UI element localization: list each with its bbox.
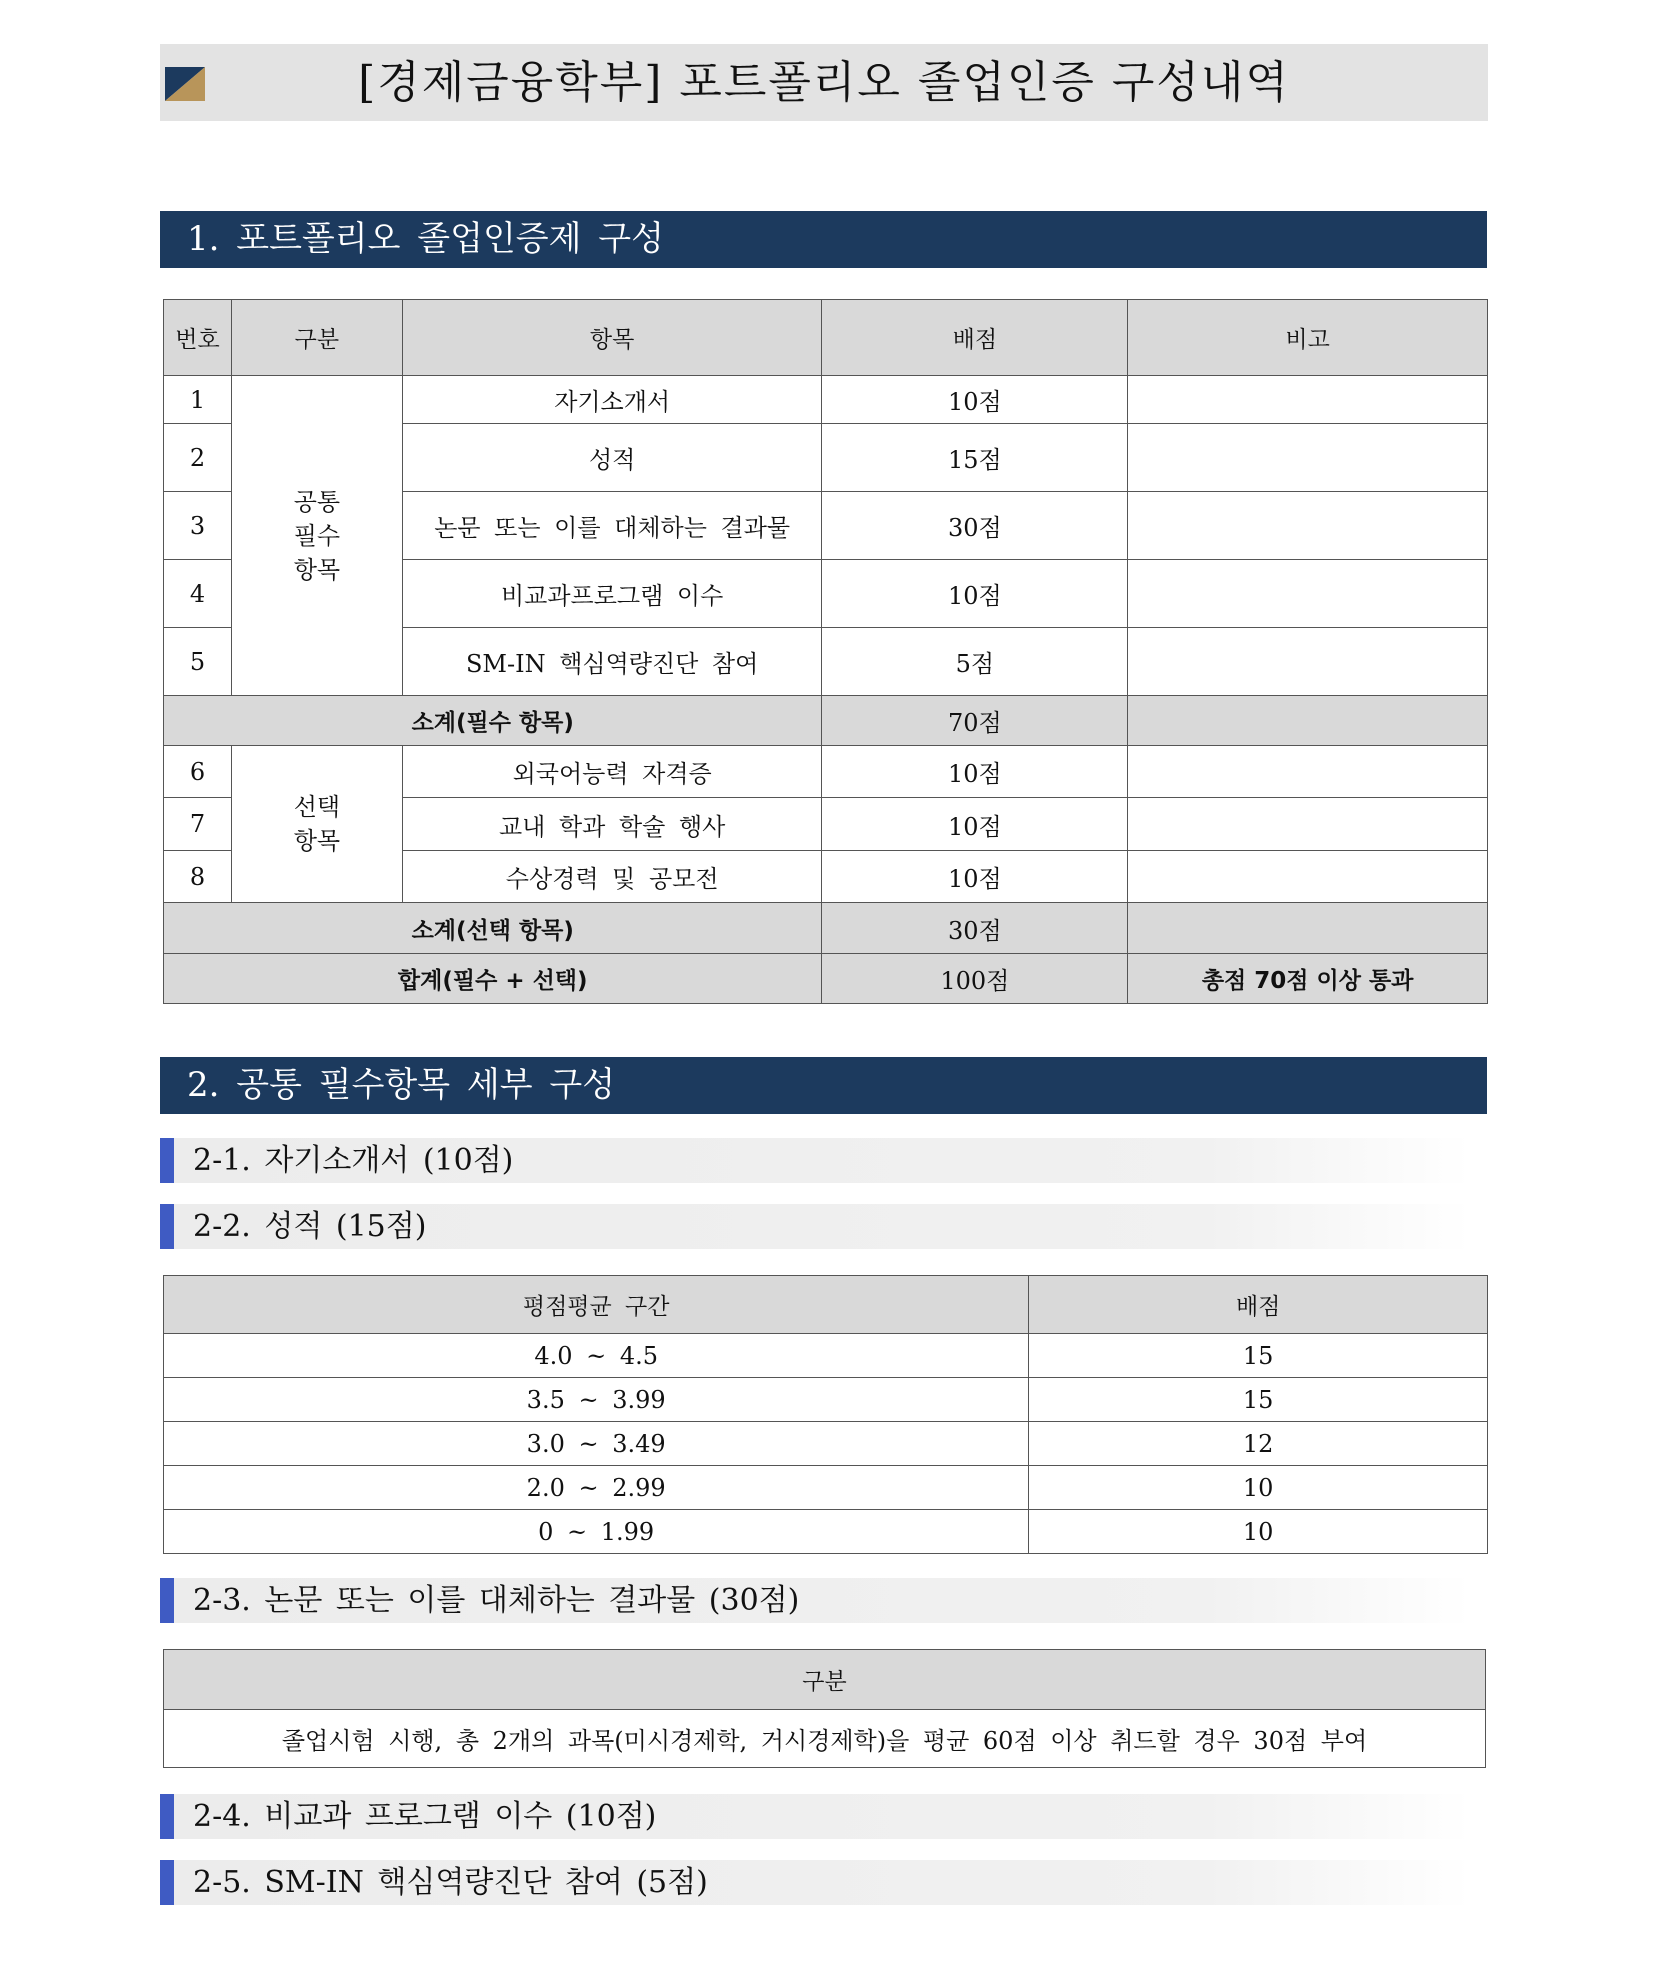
subsection-title: 2-4. 비교과 프로그램 이수 (10점) bbox=[193, 1799, 657, 1834]
gpa-range: 2.0 ~ 2.99 bbox=[164, 1466, 1029, 1510]
subtotal-required-note bbox=[1128, 696, 1488, 746]
gpa-range: 3.5 ~ 3.99 bbox=[164, 1378, 1029, 1422]
gpa-score: 15 bbox=[1029, 1378, 1488, 1422]
gpa-score: 10 bbox=[1029, 1510, 1488, 1554]
subsection-header bbox=[160, 1794, 1470, 1839]
subsection-header bbox=[160, 1860, 1470, 1905]
row-no: 3 bbox=[164, 492, 232, 560]
table-row bbox=[164, 1710, 1486, 1768]
total-score: 100점 bbox=[822, 954, 1128, 1004]
gpa-header-range: 평점평균 구간 bbox=[164, 1276, 1029, 1334]
row-no: 5 bbox=[164, 628, 232, 696]
total-note: 총점 70점 이상 통과 bbox=[1128, 954, 1488, 1004]
group-required-label bbox=[231, 376, 402, 696]
row-score: 30점 bbox=[822, 492, 1128, 560]
gpa-header-score: 배점 bbox=[1029, 1276, 1488, 1334]
subsection-title: 2-2. 성적 (15점) bbox=[193, 1209, 427, 1244]
subsection-header bbox=[160, 1578, 1470, 1623]
group-optional-line: 선택 bbox=[293, 793, 341, 821]
subsection-marker bbox=[160, 1860, 174, 1905]
section2-header: 2. 공통 필수항목 세부 구성 bbox=[160, 1057, 1487, 1114]
gpa-table bbox=[163, 1275, 1488, 1554]
table-row bbox=[164, 1334, 1488, 1378]
gpa-score: 12 bbox=[1029, 1422, 1488, 1466]
gpa-range: 3.0 ~ 3.49 bbox=[164, 1422, 1029, 1466]
row-item: 논문 또는 이를 대체하는 결과물 bbox=[402, 492, 822, 560]
header-score: 배점 bbox=[822, 300, 1128, 376]
row-score: 10점 bbox=[822, 798, 1128, 851]
row-score: 10점 bbox=[822, 851, 1128, 903]
thesis-header: 구분 bbox=[164, 1650, 1486, 1710]
row-item: 수상경력 및 공모전 bbox=[402, 851, 822, 903]
subtotal-required-row bbox=[164, 696, 1488, 746]
row-no: 2 bbox=[164, 424, 232, 492]
gpa-score: 15 bbox=[1029, 1334, 1488, 1378]
document-title: [경제금융학부] 포트폴리오 졸업인증 구성내역 bbox=[358, 57, 1290, 108]
row-item: 비교과프로그램 이수 bbox=[402, 560, 822, 628]
subsection-marker bbox=[160, 1794, 174, 1839]
section1-header: 1. 포트폴리오 졸업인증제 구성 bbox=[160, 211, 1487, 268]
table-row bbox=[164, 1510, 1488, 1554]
gpa-range: 0 ~ 1.99 bbox=[164, 1510, 1029, 1554]
thesis-header-row bbox=[164, 1650, 1486, 1710]
group-required-line: 공통 bbox=[293, 487, 341, 516]
subsection-header bbox=[160, 1204, 1470, 1249]
subtotal-required-label: 소계(필수 항목) bbox=[164, 696, 822, 746]
composition-header-row bbox=[164, 300, 1488, 376]
row-no: 1 bbox=[164, 376, 232, 424]
gpa-header-row bbox=[164, 1276, 1488, 1334]
group-optional-line: 항목 bbox=[293, 827, 341, 855]
gpa-range: 4.0 ~ 4.5 bbox=[164, 1334, 1029, 1378]
header-note: 비고 bbox=[1128, 300, 1488, 376]
row-item: 교내 학과 학술 행사 bbox=[402, 798, 822, 851]
header-category: 구분 bbox=[231, 300, 402, 376]
subtotal-optional-score: 30점 bbox=[822, 903, 1128, 954]
row-score: 15점 bbox=[822, 424, 1128, 492]
subsection-marker bbox=[160, 1578, 174, 1623]
row-score: 10점 bbox=[822, 746, 1128, 798]
row-note bbox=[1128, 798, 1488, 851]
subsection-title: 2-1. 자기소개서 (10점) bbox=[193, 1143, 514, 1178]
table-row bbox=[164, 1378, 1488, 1422]
thesis-table bbox=[163, 1649, 1486, 1768]
row-item: SM-IN 핵심역량진단 참여 bbox=[402, 628, 822, 696]
subtotal-optional-row bbox=[164, 903, 1488, 954]
table-row bbox=[164, 376, 1488, 424]
row-no: 7 bbox=[164, 798, 232, 851]
subtotal-optional-label: 소계(선택 항목) bbox=[164, 903, 822, 954]
group-optional-label bbox=[231, 746, 402, 903]
row-item: 외국어능력 자격증 bbox=[402, 746, 822, 798]
row-note bbox=[1128, 851, 1488, 903]
row-no: 8 bbox=[164, 851, 232, 903]
group-required-line: 필수 bbox=[293, 521, 341, 550]
group-required-line: 항목 bbox=[293, 555, 341, 584]
subsection-title: 2-5. SM-IN 핵심역량진단 참여 (5점) bbox=[193, 1865, 708, 1900]
row-score: 5점 bbox=[822, 628, 1128, 696]
subsection-marker bbox=[160, 1138, 174, 1183]
row-score: 10점 bbox=[822, 376, 1128, 424]
subtotal-required-score: 70점 bbox=[822, 696, 1128, 746]
row-note bbox=[1128, 560, 1488, 628]
row-score: 10점 bbox=[822, 560, 1128, 628]
subsection-marker bbox=[160, 1204, 174, 1249]
table-row bbox=[164, 1422, 1488, 1466]
row-note bbox=[1128, 746, 1488, 798]
gpa-score: 10 bbox=[1029, 1466, 1488, 1510]
total-label: 합계(필수 + 선택) bbox=[164, 954, 822, 1004]
total-row bbox=[164, 954, 1488, 1004]
table-row bbox=[164, 746, 1488, 798]
subsection-title: 2-3. 논문 또는 이를 대체하는 결과물 (30점) bbox=[193, 1583, 800, 1618]
row-item: 성적 bbox=[402, 424, 822, 492]
row-note bbox=[1128, 628, 1488, 696]
row-no: 6 bbox=[164, 746, 232, 798]
row-note bbox=[1128, 492, 1488, 560]
row-item: 자기소개서 bbox=[402, 376, 822, 424]
composition-table bbox=[163, 299, 1488, 1004]
row-note bbox=[1128, 424, 1488, 492]
row-no: 4 bbox=[164, 560, 232, 628]
row-note bbox=[1128, 376, 1488, 424]
header-item: 항목 bbox=[402, 300, 822, 376]
thesis-content: 졸업시험 시행, 총 2개의 과목(미시경제학, 거시경제학)을 평균 60점 이상 취드할 경우 30점 부여 bbox=[164, 1710, 1486, 1768]
header-no: 번호 bbox=[164, 300, 232, 376]
subtotal-optional-note bbox=[1128, 903, 1488, 954]
table-row bbox=[164, 1466, 1488, 1510]
subsection-header bbox=[160, 1138, 1470, 1183]
